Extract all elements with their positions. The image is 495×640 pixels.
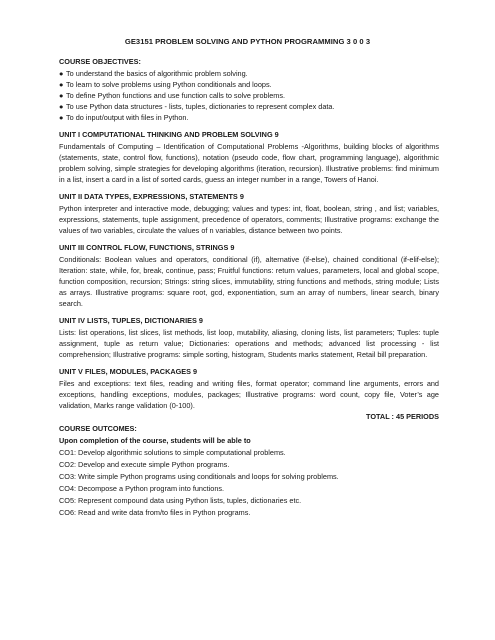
outcomes-subheading: Upon completion of the course, students will be able to bbox=[59, 436, 251, 445]
bullet-icon: ● bbox=[59, 69, 64, 78]
outcomes-heading: COURSE OUTCOMES: bbox=[59, 424, 137, 433]
unit-1-body: Fundamentals of Computing – Identification of Computational Problems -Algorithms, building blocks of algorithms (statements, state, control flow, functions), notation (pseudo code, flow chart, programming language), algorithmic problem solving, simple strategies for developing algorithms (iteration, recursion). Illustrative problems: find minimum in a list, insert a card in a list of sorted cards, guess an integer number in a range, Towers of Hanoi. bbox=[59, 142, 439, 184]
outcome-item: CO3: Write simple Python programs using conditionals and loops for solving problems. bbox=[59, 472, 339, 481]
objective-item: ● To use Python data structures - lists, tuples, dictionaries to represent complex data. bbox=[59, 102, 335, 111]
objectives-heading: COURSE OBJECTIVES: bbox=[59, 57, 141, 66]
unit-5-body: Files and exceptions: text files, reading and writing files, format operator; command line arguments, errors and exceptions, handling exceptions, modules, packages; Illustrative programs: word count, copy file, Voter’s age validation, Marks range validation (0-100). bbox=[59, 379, 439, 410]
unit-5-heading: UNIT V FILES, MODULES, PACKAGES 9 bbox=[59, 367, 198, 376]
unit-4-body: Lists: list operations, list slices, list methods, list loop, mutability, aliasing, cloning lists, list parameters; Tuples: tuple assignment, tuple as return value; Dictionaries: operations and methods; advanced list processing - list comprehension; Illustrative programs: simple sorting, histogram, Students marks statement, Retail bill preparation. bbox=[59, 328, 439, 359]
unit-3-body: Conditionals: Boolean values and operators, conditional (if), alternative (if-else), chained conditional (if-elif-else); Iteration: state, while, for, break, continue, pass; Fruitful functions: return values, parameters, local and global scope, function composition, recursion; Strings: string slices, immutability, string functions and methods, string module; Lists as arrays. Illustrative programs: square root, gcd, exponentiation, sum an array of numbers, linear search, binary search. bbox=[59, 255, 439, 308]
unit-2-body: Python interpreter and interactive mode, debugging; values and types: int, float, boolean, string , and list; variables, expressions, statements, tuple assignment, precedence of operators, comments; Illustrative programs: exchange the values of two variables, circulate the values of n variables, distance between two points. bbox=[59, 204, 439, 235]
bullet-icon: ● bbox=[59, 113, 64, 122]
outcome-item: CO5: Represent compound data using Python lists, tuples, dictionaries etc. bbox=[59, 496, 302, 505]
unit-4-heading: UNIT IV LISTS, TUPLES, DICTIONARIES 9 bbox=[59, 316, 203, 325]
syllabus-title: GE3151 PROBLEM SOLVING AND PYTHON PROGRAMMING 3 0 0 3 bbox=[124, 37, 371, 46]
outcome-item: CO6: Read and write data from/to files in Python programs. bbox=[59, 508, 251, 517]
unit-1-heading: UNIT I COMPUTATIONAL THINKING AND PROBLEM SOLVING 9 bbox=[59, 130, 279, 139]
objective-item: ● To learn to solve problems using Python conditionals and loops. bbox=[59, 80, 272, 89]
outcome-item: CO1: Develop algorithmic solutions to simple computational problems. bbox=[59, 448, 286, 457]
outcome-item: CO2: Develop and execute simple Python programs. bbox=[59, 460, 230, 469]
unit-3-heading: UNIT III CONTROL FLOW, FUNCTIONS, STRINGS 9 bbox=[59, 243, 235, 252]
total-periods: TOTAL : 45 PERIODS bbox=[366, 412, 439, 421]
unit-2-heading: UNIT II DATA TYPES, EXPRESSIONS, STATEMENTS 9 bbox=[59, 192, 244, 201]
outcome-item: CO4: Decompose a Python program into functions. bbox=[59, 484, 225, 493]
bullet-icon: ● bbox=[59, 91, 64, 100]
bullet-icon: ● bbox=[59, 80, 64, 89]
objective-item: ● To understand the basics of algorithmic problem solving. bbox=[59, 69, 248, 78]
bullet-icon: ● bbox=[59, 102, 64, 111]
syllabus-content bbox=[59, 56, 439, 519]
objective-item: ● To do input/output with files in Python. bbox=[59, 113, 189, 122]
objective-item: ● To define Python functions and use function calls to solve problems. bbox=[59, 91, 286, 100]
